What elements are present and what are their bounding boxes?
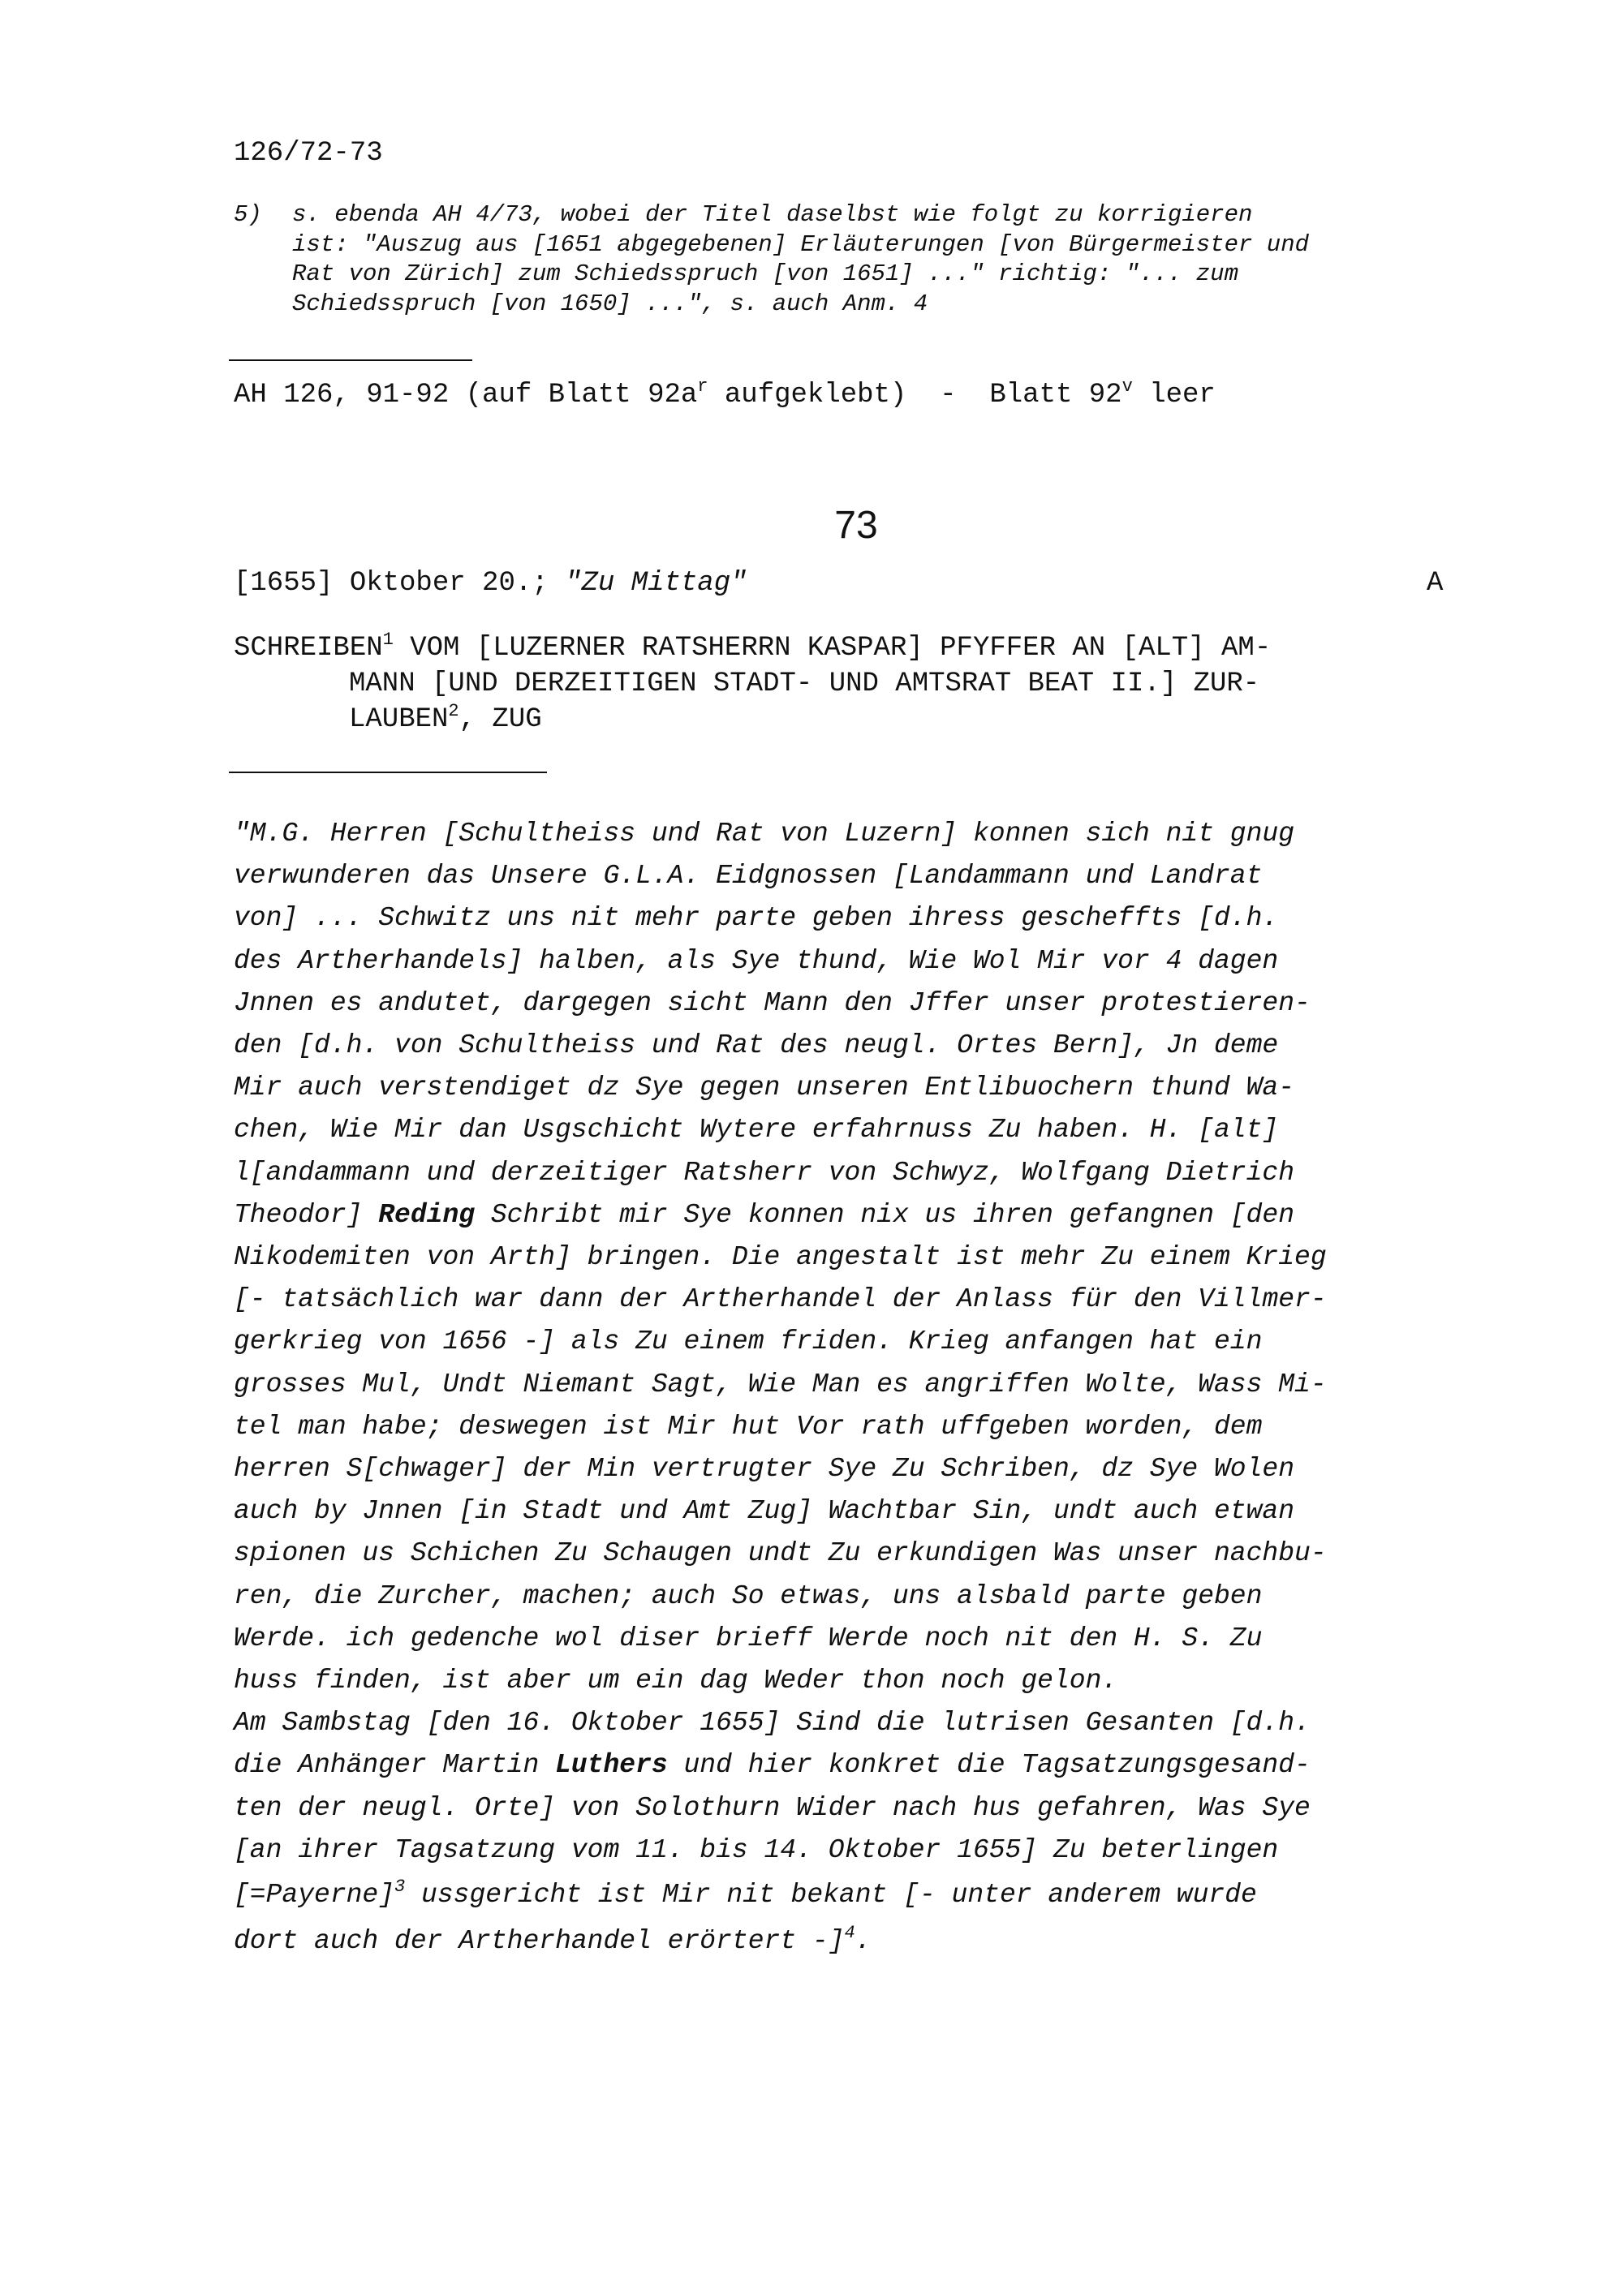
text-span: dort auch der Artherhandel erörtert -] <box>234 1926 845 1957</box>
superscript: v <box>1121 376 1133 397</box>
text-line: verwunderen das Unsere G.L.A. Eidgnossen [Landammann und Landrat <box>234 861 1263 892</box>
document-mark: A <box>1427 568 1444 599</box>
document-heading <box>234 630 1508 737</box>
text-line: ren, die Zurcher, machen; auch So etwas, uns alsbald parte geben <box>234 1580 1263 1611</box>
footnote-text <box>292 200 1500 319</box>
footnote-5 <box>234 200 1500 319</box>
footnote-ref: 3 <box>394 1877 406 1898</box>
text-line <box>234 1872 1532 1918</box>
text-line: auch by Jnnen [in Stadt und Amt Zug] Wachtbar Sin, undt auch etwan <box>234 1496 1295 1527</box>
page-number: 126/72-73 <box>234 138 383 169</box>
text-line: tel man habe; deswegen ist Mir hut Vor rath uffgeben worden, dem <box>234 1411 1263 1442</box>
text-span: und hier konkret die Tagsatzungsgesand- <box>667 1750 1311 1781</box>
text-span: Schribt mir Sye konnen nix us ihren gefangnen [den <box>475 1199 1295 1230</box>
text-line: des Artherhandels] halben, als Sye thund, Wie Wol Mir vor 4 dagen <box>234 945 1279 976</box>
source-text: leer <box>1132 380 1216 411</box>
bold-name: Reding <box>378 1199 476 1230</box>
document-number: 73 <box>834 504 878 547</box>
superscript: r <box>697 376 708 397</box>
footnote-ref: 1 <box>382 630 394 650</box>
footnote-ref: 2 <box>448 701 459 721</box>
footnote-ref: 4 <box>844 1923 855 1944</box>
heading-text: , ZUG <box>458 704 542 735</box>
text-line: Nikodemiten von Arth] bringen. Die angestalt ist mehr Zu einem Krieg <box>234 1242 1327 1273</box>
text-line: von] ... Schwitz uns nit mehr parte geben ihress gescheffts [d.h. <box>234 903 1279 934</box>
footnote-line: s. ebenda AH 4/73, wobei der Titel daselbst wie folgt zu korrigieren <box>292 201 1253 228</box>
heading-line <box>349 702 1508 737</box>
text-span: ussgericht ist Mir nit bekant [- unter anderem wurde <box>405 1880 1257 1911</box>
footnote-line: Schiedsspruch [von 1650] ...", s. auch Anm. 4 <box>292 290 928 317</box>
heading-text: LAUBEN <box>349 704 449 735</box>
text-line: Werde. ich gedenche wol diser brieff Werde noch nit den H. S. Zu <box>234 1623 1263 1653</box>
footnote-number: 5) <box>234 201 262 228</box>
letter-text <box>234 813 1532 1964</box>
document-date <box>234 568 747 599</box>
text-line: spionen us Schichen Zu Schaugen undt Zu erkundigen Was unser nachbu- <box>234 1538 1327 1569</box>
heading-divider <box>229 772 547 773</box>
text-span: [=Payerne] <box>234 1880 395 1911</box>
heading-text: VOM [LUZERNER RATSHERRN KASPAR] PFYFFER AN [ALT] AM- <box>393 633 1272 664</box>
text-line: den [d.h. von Schultheiss und Rat des neugl. Ortes Bern], Jn deme <box>234 1030 1279 1061</box>
footnote-line: Rat von Zürich] zum Schiedsspruch [von 1651] ..." richtig: "... zum <box>292 260 1238 287</box>
text-line: [an ihrer Tagsatzung vom 11. bis 14. Oktober 1655] Zu beterlingen <box>234 1834 1279 1865</box>
text-line: Mir auch verstendiget dz Sye gegen unseren Entlibuochern thund Wa- <box>234 1073 1295 1103</box>
text-line <box>234 1194 1532 1236</box>
heading-line: MANN [UND DERZEITIGEN STADT- UND AMTSRAT BEAT II.] ZUR- <box>349 669 1260 699</box>
text-line: [- tatsächlich war dann der Artherhandel der Anlass für den Villmer- <box>234 1284 1327 1315</box>
footnote-divider <box>229 359 472 361</box>
text-line <box>234 1918 1532 1964</box>
text-line: gerkrieg von 1656 -] als Zu einem friden. Krieg anfangen hat ein <box>234 1326 1263 1357</box>
text-line: chen, Wie Mir dan Usgschicht Wytere erfahrnuss Zu haben. H. [alt] <box>234 1115 1279 1146</box>
text-line: Am Sambstag [den 16. Oktober 1655] Sind die lutrisen Gesanten [d.h. <box>234 1708 1311 1739</box>
source-text: aufgeklebt) - Blatt 92 <box>708 380 1122 411</box>
text-span: die Anhänger Martin <box>234 1750 556 1781</box>
text-line: herren S[chwager] der Min vertrugter Sye Zu Schriben, dz Sye Wolen <box>234 1454 1295 1485</box>
text-line: grosses Mul, Undt Niemant Sagt, Wie Man es angriffen Wolte, Wass Mi- <box>234 1369 1327 1400</box>
footnote-line: ist: "Auszug aus [1651 abgegebenen] Erläuterungen [von Bürgermeister und <box>292 230 1310 258</box>
text-line: "M.G. Herren [Schultheiss und Rat von Luzern] konnen sich nit gnug <box>234 819 1295 849</box>
text-span: . <box>855 1926 872 1957</box>
text-line: Jnnen es andutet, dargegen sicht Mann den Jffer unser protestieren- <box>234 987 1311 1018</box>
date-text: [1655] Oktober 20.; <box>234 568 566 599</box>
text-line: huss finden, ist aber um ein dag Weder thon noch gelon. <box>234 1666 1118 1696</box>
text-line: l[andammann und derzeitiger Ratsherr von Schwyz, Wolfgang Dietrich <box>234 1157 1295 1188</box>
heading-line <box>234 630 1508 666</box>
bold-name: Luthers <box>555 1750 668 1781</box>
text-span: Theodor] <box>234 1199 379 1230</box>
text-line: ten der neugl. Orte] von Solothurn Wider nach hus gefahren, Was Sye <box>234 1792 1311 1823</box>
source-reference <box>234 376 1216 411</box>
source-text: AH 126, 91-92 (auf Blatt 92a <box>234 380 698 411</box>
time-quote: "Zu Mittag" <box>565 568 747 599</box>
heading-text: SCHREIBEN <box>234 633 383 664</box>
text-line <box>234 1744 1532 1786</box>
